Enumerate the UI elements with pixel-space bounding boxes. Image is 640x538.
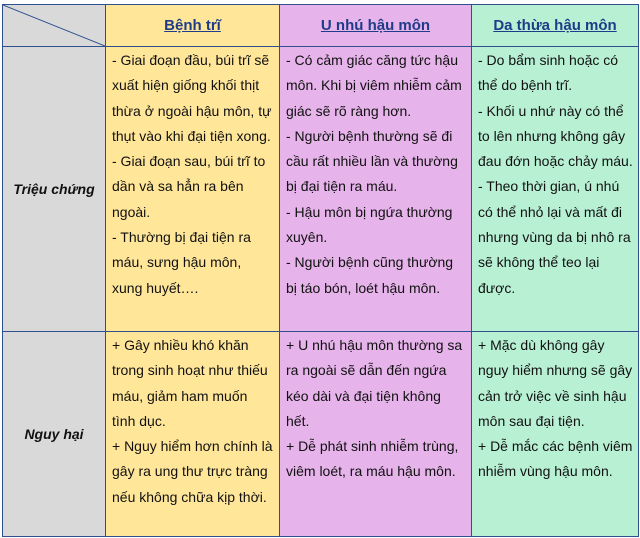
list-item: - Có cảm giác căng tức hậu môn. Khi bị viêm nhiễm cảm giác sẽ rõ ràng hơn. xyxy=(286,52,462,119)
list-item: + Mặc dù không gây nguy hiểm nhưng sẽ gây cản trở việc về sinh hậu môn sau đại tiện. xyxy=(478,337,633,429)
corner-cell xyxy=(3,5,106,47)
list-item: - Thường bị đại tiện ra máu, sưng hậu môn, xung huyết…. xyxy=(112,229,251,296)
symptoms-col1 xyxy=(106,47,280,332)
header-col2: U nhú hậu môn xyxy=(280,5,472,47)
list-item: - Hậu môn bị ngứa thường xuyên. xyxy=(286,203,453,246)
list-item: - Theo thời gian, ú nhú có thể nhỏ lại và mất đi nhưng vùng da bị nhô ra sẽ không thể teo lại được. xyxy=(478,178,631,296)
row-label-symptoms: Triệu chứng xyxy=(3,47,106,332)
harm-col2 xyxy=(280,332,472,537)
harm-col3 xyxy=(472,332,639,537)
list-item: - Người bệnh thường sẽ đi cầu rất nhiều lần và thường bị đại tiện ra máu. xyxy=(286,127,458,195)
list-item: - Giai đoạn sau, búi trĩ to dần và sa hẳn ra bên ngoài. xyxy=(112,153,266,220)
list-item: + U nhú hậu môn thường sa ra ngoài sẽ dẫn đến ngứa kéo dài và đại tiện không hết. xyxy=(286,337,463,429)
list-item: - Do bẩm sinh hoặc có thể do bệnh trĩ. xyxy=(478,52,619,94)
diagonal-divider xyxy=(3,5,105,46)
row-label-harm: Nguy hại xyxy=(3,332,106,537)
header-col1: Bệnh trĩ xyxy=(106,5,280,47)
header-col3: Da thừa hậu môn xyxy=(472,5,639,47)
list-item: + Nguy hiểm hơn chính là gây ra ung thư trực tràng nếu không chữa kịp thời. xyxy=(112,438,273,505)
comparison-table xyxy=(2,4,639,537)
harm-col1 xyxy=(106,332,280,537)
table-row xyxy=(3,332,639,537)
table-row xyxy=(3,47,639,332)
list-item: + Dễ mắc các bệnh viêm nhiễm vùng hậu môn. xyxy=(478,438,633,480)
symptoms-col3 xyxy=(472,47,639,332)
header-row xyxy=(3,5,639,47)
list-item: - Giai đoạn đầu, búi trĩ sẽ xuất hiện giống khối thịt thừa ở ngoài hậu môn, tự thụt vào khi đại tiện xong. xyxy=(112,52,272,144)
symptoms-col2 xyxy=(280,47,472,332)
list-item: + Dễ phát sinh nhiễm trùng, viêm loét, ra máu hậu môn. xyxy=(286,438,459,480)
list-item: + Gây nhiều khó khăn trong sinh hoạt như thiếu máu, giảm ham muốn tình dục. xyxy=(112,337,268,429)
list-item: - Người bệnh cũng thường bị táo bón, loét hậu môn. xyxy=(286,254,454,296)
list-item: - Khối u nhứ này có thể to lên nhưng không gây đau đớn hoặc chảy máu. xyxy=(478,102,633,170)
